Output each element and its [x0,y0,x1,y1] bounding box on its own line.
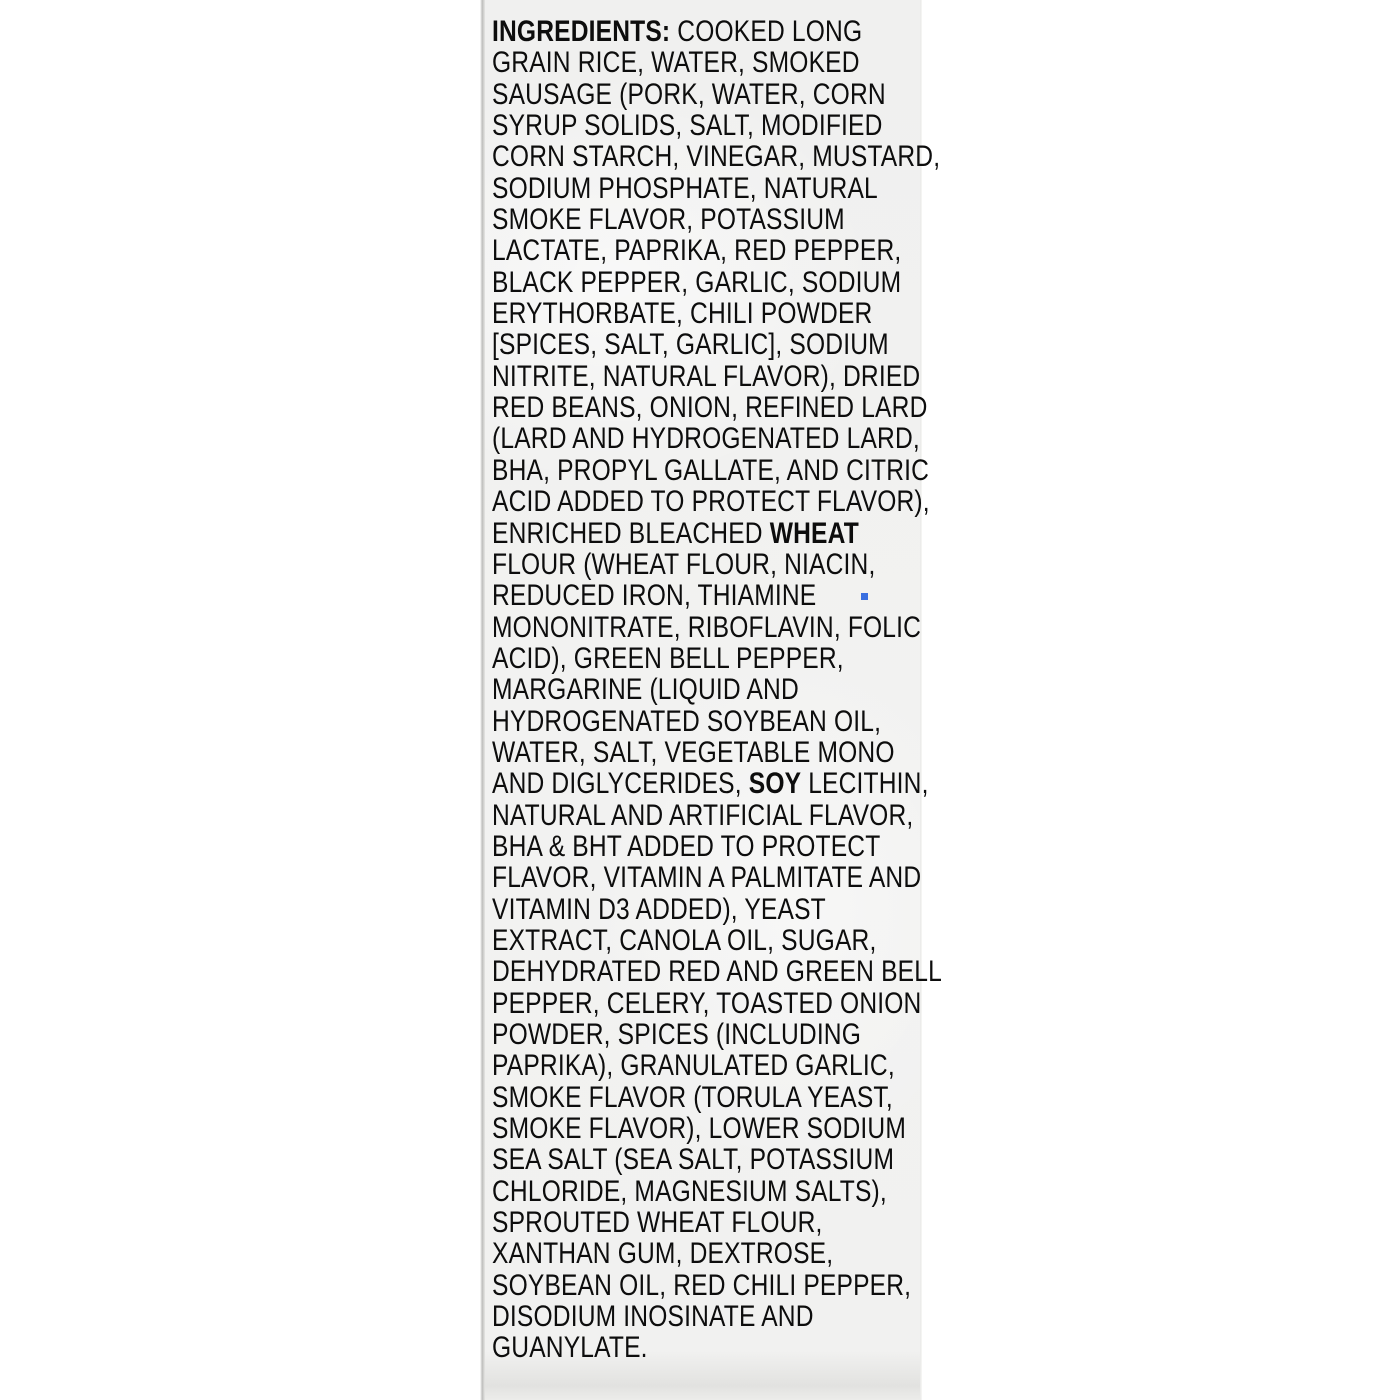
line-text: MONONITRATE, RIBOFLAVIN, FOLIC [492,610,922,644]
ingredients-line [492,1176,951,1207]
ingredients-line [492,1270,951,1301]
ingredients-line [492,455,951,486]
ingredients-line [492,1207,951,1238]
ingredients-line [492,518,951,549]
panel-left-crease [480,0,485,1400]
ingredients-line [492,1332,951,1363]
line-text: EXTRACT, CANOLA OIL, SUGAR, [492,923,877,957]
ingredients-line [492,831,951,862]
line-text: BHA & BHT ADDED TO PROTECT [492,829,881,863]
ingredients-line [492,267,951,298]
line-text: WATER, SALT, VEGETABLE MONO [492,735,895,769]
ingredients-line [492,204,951,235]
ingredients-line [492,674,951,705]
line-text: PAPRIKA), GRANULATED GARLIC, [492,1049,895,1083]
ingredients-line [492,173,951,204]
ingredients-line [492,988,951,1019]
line-text: CHLORIDE, MAGNESIUM SALTS), [492,1174,887,1208]
line-text: MARGARINE (LIQUID AND [492,673,799,707]
bold-term: INGREDIENTS: [492,15,671,48]
line-text: DEHYDRATED RED AND GREEN BELL [492,955,942,989]
ingredients-line [492,956,951,987]
ingredients-line [492,643,951,674]
ingredients-line [492,1238,951,1269]
line-text: VITAMIN D3 ADDED), YEAST [492,892,826,926]
line-text: COOKED LONG [670,15,863,48]
ingredients-line [492,47,951,78]
line-text: PEPPER, CELERY, TOASTED ONION [492,986,922,1020]
line-text: SEA SALT (SEA SALT, POTASSIUM [492,1143,895,1177]
line-text: SMOKE FLAVOR), LOWER SODIUM [492,1112,907,1146]
ingredients-line [492,1301,951,1332]
ingredients-line [492,706,951,737]
line-text: (LARD AND HYDROGENATED LARD, [492,422,920,456]
ingredients-line [492,235,951,266]
ingredients-line [492,894,951,925]
line-text: SMOKE FLAVOR, POTASSIUM [492,203,845,237]
line-text: SOYBEAN OIL, RED CHILI PEPPER, [492,1268,912,1302]
ingredients-line [492,612,951,643]
line-text: GRAIN RICE, WATER, SMOKED [492,46,860,80]
label-panel [480,0,942,1400]
line-text: HYDROGENATED SOYBEAN OIL, [492,704,882,738]
line-text: ACID), GREEN BELL PEPPER, [492,641,844,675]
ingredients-line [492,1082,951,1113]
ingredients-line [492,1019,951,1050]
line-text: LACTATE, PAPRIKA, RED PEPPER, [492,234,902,268]
ingredients-line [492,16,951,47]
ingredients-line [492,486,951,517]
line-text: CORN STARCH, VINEGAR, MUSTARD, [492,140,941,174]
line-text: SODIUM PHOSPHATE, NATURAL [492,171,878,205]
ingredients-line [492,549,951,580]
bold-term: WHEAT [769,516,859,550]
line-text: ERYTHORBATE, CHILI POWDER [492,297,873,331]
line-text: FLOUR (WHEAT FLOUR, NIACIN, [492,547,876,581]
line-text: BHA, PROPYL GALLATE, AND CITRIC [492,453,930,487]
ingredients-line [492,1050,951,1081]
line-text: XANTHAN GUM, DEXTROSE, [492,1237,834,1271]
bold-term: SOY [748,767,802,801]
ingredients-text-block [492,16,951,1364]
line-text: SAUSAGE (PORK, WATER, CORN [492,77,886,111]
line-text: AND DIGLYCERIDES, [492,767,749,801]
line-text: REDUCED IRON, THIAMINE [492,579,817,613]
ingredients-line [492,737,951,768]
ingredients-line [492,800,951,831]
ingredients-line [492,392,951,423]
line-text: LECITHIN, [801,767,929,801]
ingredients-line [492,768,951,799]
line-text: ENRICHED BLEACHED [492,516,770,550]
line-text: SPROUTED WHEAT FLOUR, [492,1206,823,1240]
line-text: NATURAL AND ARTIFICIAL FLAVOR, [492,798,914,832]
ingredients-line [492,329,951,360]
ingredients-line [492,862,951,893]
ingredients-line [492,423,951,454]
ingredients-line [492,580,951,611]
ingredients-line [492,110,951,141]
line-text: GUANYLATE. [492,1331,648,1365]
ingredients-line [492,1113,951,1144]
blue-dot-artifact [861,593,868,600]
line-text: FLAVOR, VITAMIN A PALMITATE AND [492,861,922,895]
line-text: RED BEANS, ONION, REFINED LARD [492,391,928,425]
ingredients-line [492,361,951,392]
line-text: [SPICES, SALT, GARLIC], SODIUM [492,328,889,362]
line-text: NITRITE, NATURAL FLAVOR), DRIED [492,359,921,393]
line-text: POWDER, SPICES (INCLUDING [492,1018,862,1051]
line-text: SYRUP SOLIDS, SALT, MODIFIED [492,109,883,143]
line-text: DISODIUM INOSINATE AND [492,1300,814,1334]
ingredients-line [492,298,951,329]
line-text: BLACK PEPPER, GARLIC, SODIUM [492,265,902,299]
ingredients-line [492,79,951,110]
line-text: SMOKE FLAVOR (TORULA YEAST, [492,1080,893,1114]
ingredients-line [492,1144,951,1175]
ingredients-line [492,925,951,956]
ingredients-line [492,141,951,172]
line-text: ACID ADDED TO PROTECT FLAVOR), [492,485,930,519]
